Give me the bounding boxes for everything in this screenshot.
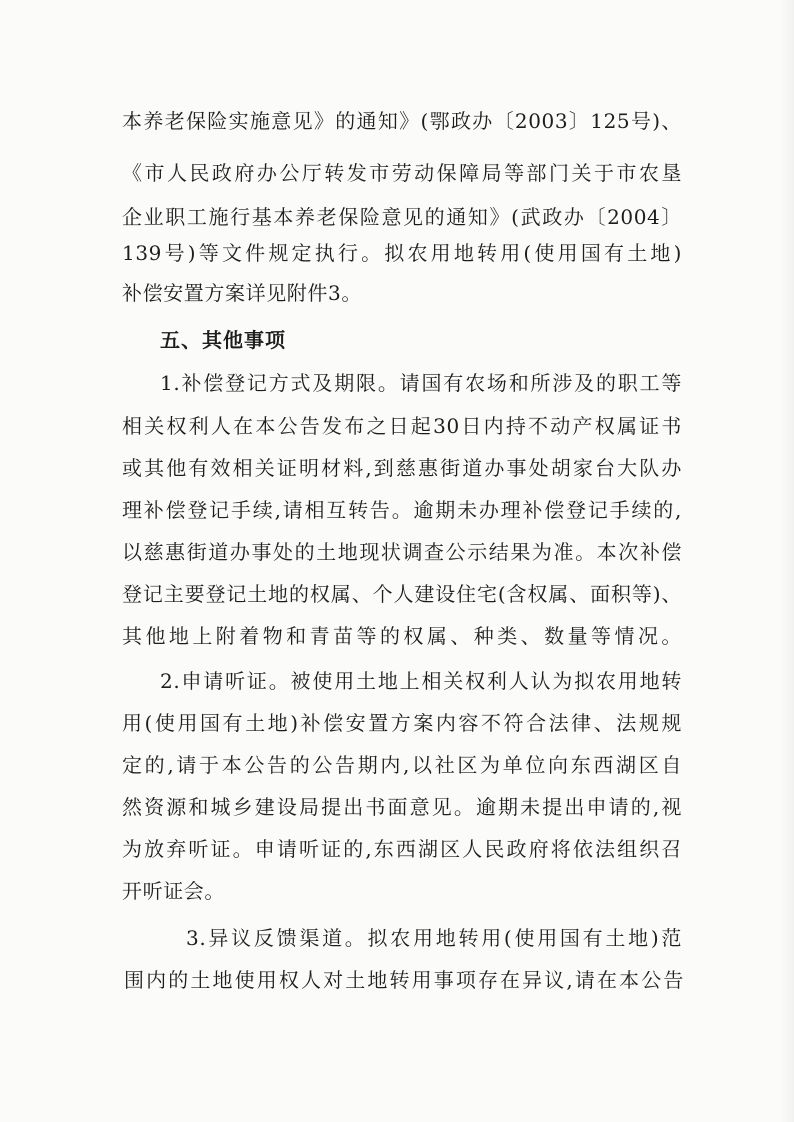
text-line: 以慈惠街道办事处的土地现状调查公示结果为准。本次补偿 — [122, 540, 682, 564]
text-line: 围内的土地使用权人对土地转用事项存在异议,请在本公告 — [124, 968, 684, 992]
text-line: 为放弃听证。申请听证的,东西湖区人民政府将依法组织召 — [122, 837, 682, 861]
text-line: 定的,请于本公告的公告期内,以社区为单位向东西湖区自 — [122, 753, 682, 777]
text-line: 其他地上附着物和青苗等的权属、种类、数量等情况。 — [122, 624, 682, 648]
text-line: 相关权利人在本公告发布之日起30日内持不动产权属证书 — [122, 414, 682, 438]
text-line: 开听证会。 — [122, 879, 225, 903]
text-line: 理补偿登记手续,请相互转告。逾期未办理补偿登记手续的, — [122, 498, 682, 522]
text-line: 用(使用国有土地)补偿安置方案内容不符合法律、法规规 — [122, 711, 682, 735]
text-line: 企业职工施行基本养老保险意见的通知》(武政办〔2004〕 — [122, 205, 682, 229]
text-line: 1.补偿登记方式及期限。请国有农场和所涉及的职工等 — [160, 371, 682, 395]
text-line: 2.申请听证。被使用土地上相关权利人认为拟农用地转 — [160, 669, 682, 693]
text-line: 《市人民政府办公厅转发市劳动保障局等部门关于市农垦 — [122, 161, 682, 185]
text-line: 139号)等文件规定执行。拟农用地转用(使用国有土地) — [122, 241, 682, 265]
text-line: 然资源和城乡建设局提出书面意见。逾期未提出申请的,视 — [122, 795, 682, 819]
text-line: 补偿安置方案详见附件3。 — [122, 281, 362, 305]
text-line: 登记主要登记土地的权属、个人建设住宅(含权属、面积等)、 — [122, 582, 682, 606]
text-line: 或其他有效相关证明材料,到慈惠街道办事处胡家台大队办 — [122, 456, 682, 480]
page-edge-shadow — [780, 0, 794, 1122]
text-line: 本养老保险实施意见》的通知》(鄂政办〔2003〕125号)、 — [122, 109, 682, 133]
section-heading: 五、其他事项 — [160, 328, 286, 352]
text-line: 3.异议反馈渠道。拟农用地转用(使用国有土地)范 — [186, 926, 682, 950]
